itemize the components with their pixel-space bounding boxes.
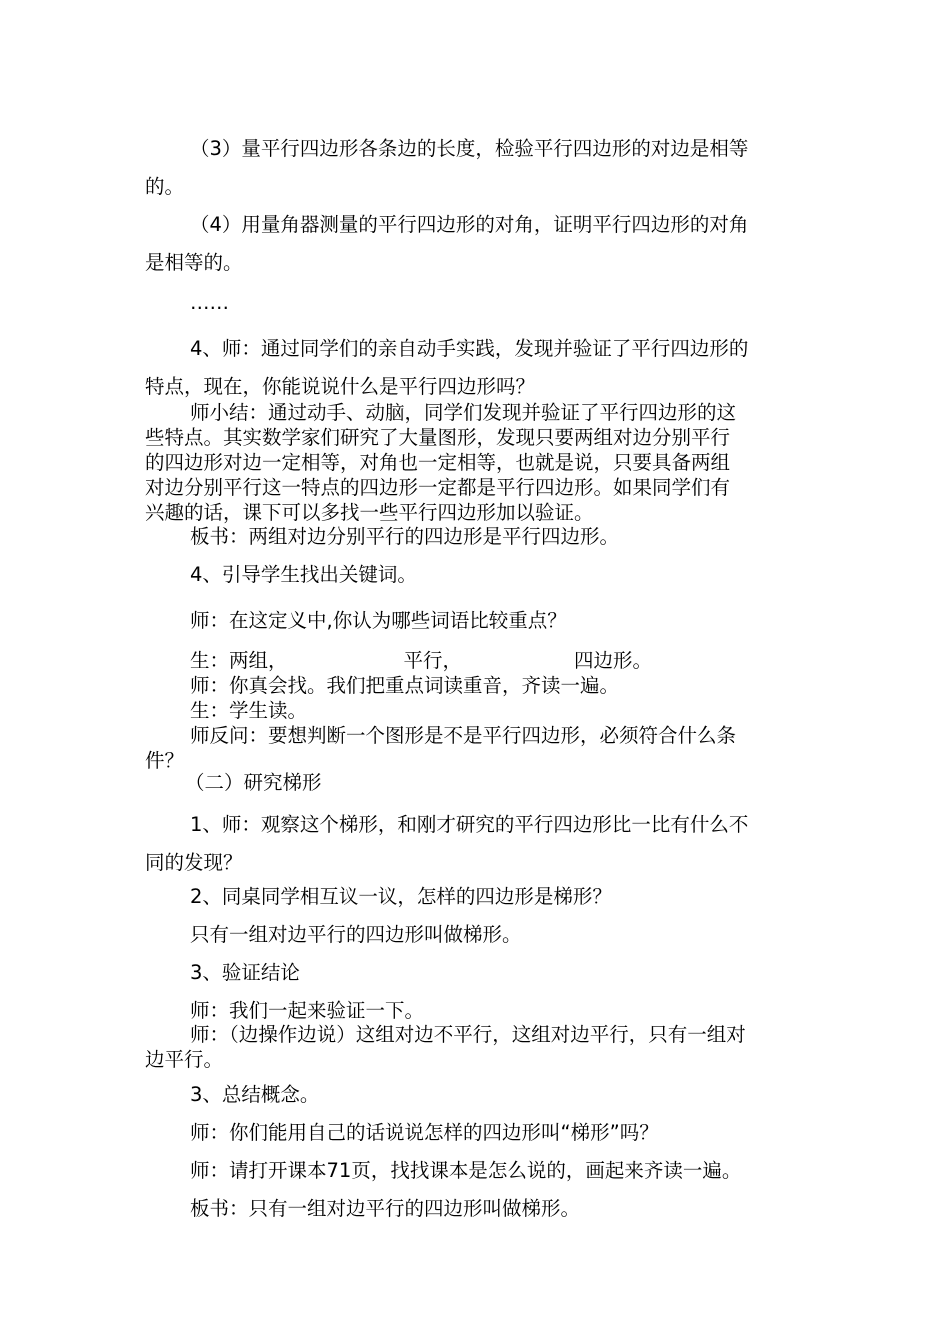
text-line: 3、验证结论 — [190, 961, 300, 984]
paragraph-keywords-step — [145, 562, 810, 587]
text-line — [145, 648, 810, 673]
text-line: 的四边形对边一定相等，对角也一定相等，也就是说，只要具备两组 — [145, 451, 731, 474]
text-line: 件？ — [145, 749, 185, 772]
paragraph-blackboard-parallelogram — [145, 524, 810, 549]
paragraph-student-read — [145, 698, 810, 723]
text-line: 4、师：通过同学们的亲自动手实践，发现并验证了平行四边形的 — [190, 337, 749, 360]
text-line: 师：在这定义中,你认为哪些词语比较重点？ — [190, 609, 567, 632]
paragraph-teacher-definition — [145, 608, 810, 633]
paragraph-student-keywords — [145, 648, 810, 673]
keyword-2: 平行， — [403, 649, 463, 672]
text-line: 的。 — [145, 175, 185, 198]
text-line: 同的发现？ — [145, 851, 243, 874]
text-line: 2、同桌同学相互议一议，怎样的四边形是梯形？ — [190, 885, 612, 908]
text-line: 对边分别平行这一特点的四边形一定都是平行四边形。如果同学们有 — [145, 476, 731, 499]
keyword-3: 四边形。 — [574, 649, 653, 672]
text-line: 只有一组对边平行的四边形叫做梯形。 — [190, 923, 522, 946]
paragraph-discuss — [145, 884, 810, 909]
paragraph-teacher-rhetorical — [145, 723, 810, 773]
paragraph-verify-step — [145, 960, 810, 985]
text-line: …… — [190, 291, 229, 314]
paragraph-teacher-summary — [145, 400, 810, 525]
keyword-1: 生：两组， — [190, 649, 288, 672]
paragraph-measure-sides — [145, 130, 810, 206]
text-line: 师反问：要想判断一个图形是不是平行四边形，必须符合什么条 — [190, 724, 737, 747]
paragraph-teacher-own-words — [145, 1120, 810, 1145]
paragraph-teacher-textbook — [145, 1158, 810, 1183]
text-line: （二）研究梯形 — [185, 771, 322, 794]
paragraph-observe-trapezoid — [145, 806, 810, 882]
text-line: 生：学生读。 — [190, 699, 308, 722]
paragraph-definition-trapezoid — [145, 922, 810, 947]
paragraph-measure-angles — [145, 206, 810, 282]
text-line: 是相等的。 — [145, 251, 243, 274]
text-line: 兴趣的话，课下可以多找一些平行四边形加以验证。 — [145, 501, 594, 524]
section-heading-trapezoid — [145, 770, 810, 795]
text-line: 1、师：观察这个梯形，和刚才研究的平行四边形比一比有什么不 — [190, 813, 749, 836]
paragraph-teacher-verify — [145, 998, 810, 1023]
text-line: 特点，现在，你能说说什么是平行四边形吗？ — [145, 375, 536, 398]
text-line: （4）用量角器测量的平行四边形的对角，证明平行四边形的对角 — [190, 213, 749, 236]
paragraph-blackboard-trapezoid — [145, 1196, 810, 1221]
text-line: 3、总结概念。 — [190, 1083, 320, 1106]
paragraph-teacher-demonstrate — [145, 1022, 810, 1072]
text-line: 4、引导学生找出关键词。 — [190, 563, 417, 586]
text-line: 师：（边操作边说）这组对边不平行，这组对边平行，只有一组对 — [190, 1023, 746, 1046]
text-line: 师：你真会找。我们把重点词读重音，齐读一遍。 — [190, 674, 620, 697]
text-line: 些特点。其实数学家们研究了大量图形，发现只要两组对边分别平行 — [145, 426, 731, 449]
text-line: （3）量平行四边形各条边的长度，检验平行四边形的对边是相等 — [190, 137, 749, 160]
text-line: 师：我们一起来验证一下。 — [190, 999, 425, 1022]
text-line: 师：请打开课本71页，找找课本是怎么说的，画起来齐读一遍。 — [190, 1159, 742, 1182]
text-line: 师：你们能用自己的话说说怎样的四边形叫“梯形”吗？ — [190, 1121, 659, 1144]
text-line: 师小结：通过动手、动脑，同学们发现并验证了平行四边形的这 — [190, 401, 737, 424]
paragraph-summary-step — [145, 1082, 810, 1107]
paragraph-teacher-praise — [145, 673, 810, 698]
text-line: 板书：只有一组对边平行的四边形叫做梯形。 — [190, 1197, 581, 1220]
text-line: 边平行。 — [145, 1048, 224, 1071]
text-line: 板书：两组对边分别平行的四边形是平行四边形。 — [190, 525, 620, 548]
paragraph-teacher-question — [145, 330, 810, 406]
paragraph-ellipsis — [145, 290, 810, 315]
